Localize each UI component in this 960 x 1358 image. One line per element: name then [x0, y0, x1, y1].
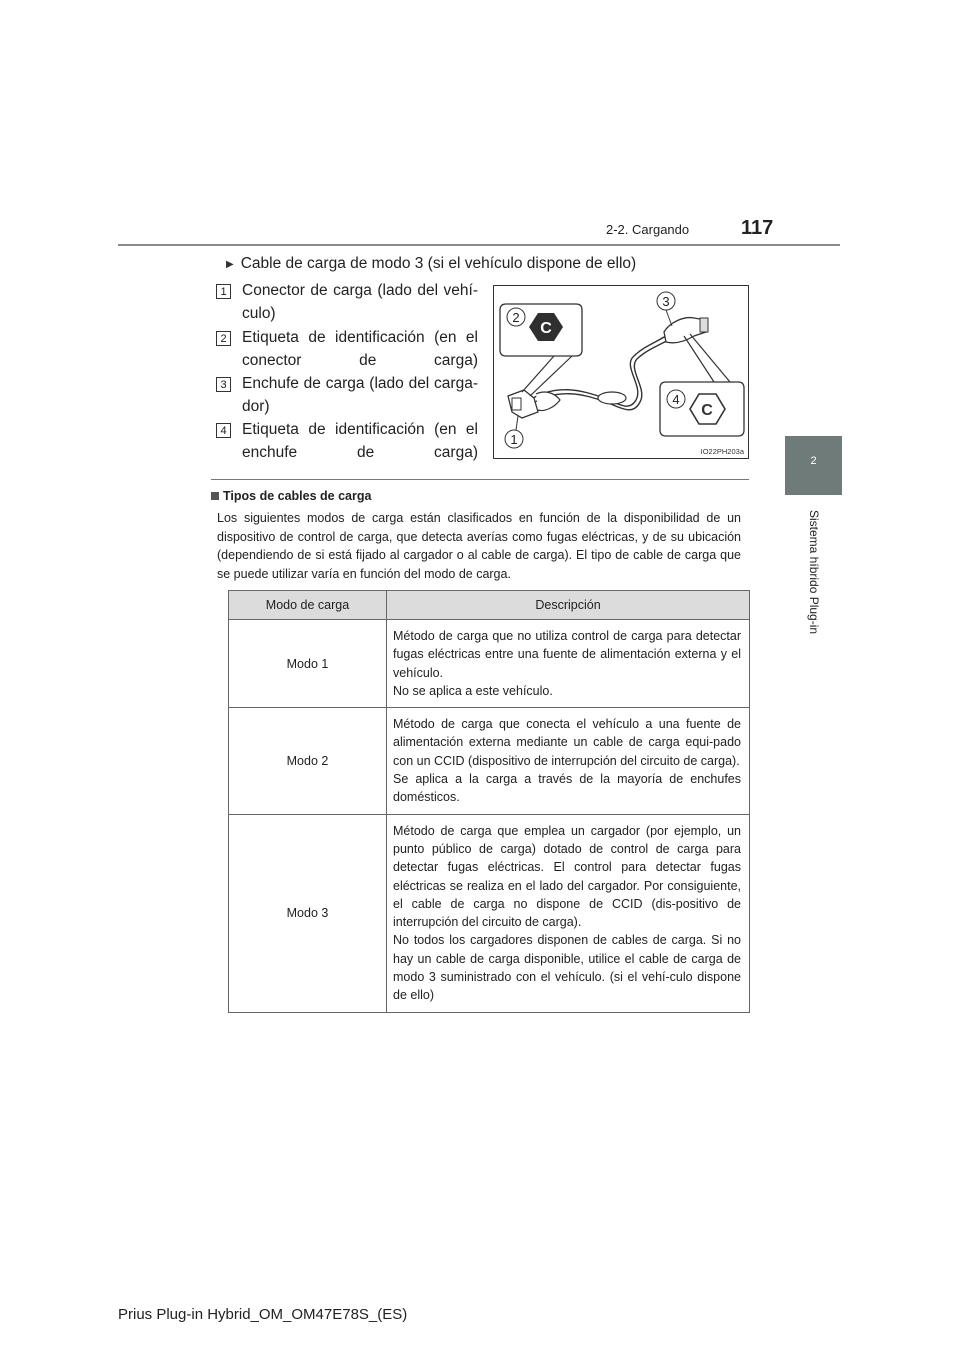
svg-text:2: 2: [512, 310, 520, 325]
label-letter-c: C: [701, 402, 713, 419]
svg-text:3: 3: [662, 294, 670, 309]
label-letter-c: C: [540, 320, 552, 337]
callout-1: [505, 416, 523, 448]
callout-4: [667, 390, 685, 408]
square-bullet-icon: [211, 492, 219, 500]
description-line: No se aplica a este vehículo.: [393, 683, 553, 698]
footer-document-id: Prius Plug-in Hybrid_OM_OM47E78S_(ES): [118, 1306, 408, 1323]
page-number: 117: [741, 217, 774, 239]
table-row: [229, 620, 750, 708]
callout-text: Etiqueta de identificación (en el conector de carga): [242, 329, 478, 369]
description-line: No todos los cargadores disponen de cables de carga. Si no hay un cable de carga disponible, utilice el cable de carga de modo 3 suministrado con el vehículo. (si el vehí-culo dispone de ello): [393, 933, 741, 1003]
callout-number: 3: [216, 377, 231, 392]
chapter-tab-label-area: [785, 498, 842, 1108]
callout-number: 2: [216, 331, 231, 346]
description-line: Método de carga que emplea un cargador (por ejemplo, un punto público de carga) dotado de control de carga para detectar fugas eléctricas. El control para detectar fugas eléctricas se realiza en el lado del cargador. Por consiguiente, el cable de carga no dispone de CCID (dis-positivo de interrupción del circuito de carga).: [393, 823, 741, 930]
subheading-text: Cable de carga de modo 3 (si el vehículo dispone de ello): [240, 255, 637, 272]
description-line: Se aplica a la carga a través de la mayoría de enchufes domésticos.: [393, 772, 741, 805]
callout-number: 4: [216, 423, 231, 438]
header-rule: [118, 244, 840, 246]
triangle-bullet-icon: ▶: [226, 258, 234, 270]
svg-text:4: 4: [672, 392, 680, 407]
description-line: Método de carga que no utiliza control de carga para detectar fugas eléctricas entre una fuente de alimentación externa y el vehículo.: [393, 629, 741, 680]
callout-text: Etiqueta de identificación (en el enchufe de carga): [242, 421, 478, 461]
column-header: Descripción: [387, 591, 750, 620]
table-header-row: [229, 591, 750, 620]
mode-cell: Modo 2: [229, 708, 387, 814]
chapter-tab-label: Sistema híbrido Plug-in: [807, 510, 821, 635]
subheading: [226, 255, 636, 273]
tipos-heading-text: Tipos de cables de carga: [223, 489, 372, 503]
figure-code: IO22PH203a: [700, 447, 744, 456]
mode-cell: Modo 1: [229, 620, 387, 708]
description-cell: [387, 708, 750, 814]
tipos-heading: [211, 489, 371, 503]
callout-2: [507, 308, 525, 326]
svg-text:1: 1: [510, 432, 518, 447]
description-cell: [387, 620, 750, 708]
callout-3: [657, 292, 675, 326]
table-row: [229, 708, 750, 814]
chapter-tab-number: 2: [810, 455, 817, 467]
callout-number: 1: [216, 284, 231, 299]
description-cell: [387, 814, 750, 1012]
callout-text: Enchufe de carga (lado del carga-dor): [242, 375, 478, 415]
charging-cable-illustration: [494, 286, 748, 458]
description-line: Método de carga que conecta el vehículo a una fuente de alimentación externa mediante un cable de carga equi-pado con un CCID (dispositivo de interrupción del circuito de carga).: [393, 717, 741, 768]
table-row: [229, 814, 750, 1012]
column-header: Modo de carga: [229, 591, 387, 620]
section-title: 2-2. Cargando: [606, 222, 690, 237]
charging-modes-table: [228, 590, 750, 1013]
tipos-paragraph: Los siguientes modos de carga están clasificados en función de la disponibilidad de un dispositivo de control de carga, que detecta averías como fugas eléctricas, y de su ubicación (dependiendo de si está fijado al cargador o al cable de carga). El tipo de cable de carga que se puede utilizar varía en función del modo de carga.: [217, 511, 741, 581]
section-divider: [211, 479, 749, 480]
callout-text: Conector de carga (lado del vehí-culo): [242, 282, 478, 322]
mode-cell: Modo 3: [229, 814, 387, 1012]
charging-cable-figure: [493, 285, 749, 459]
